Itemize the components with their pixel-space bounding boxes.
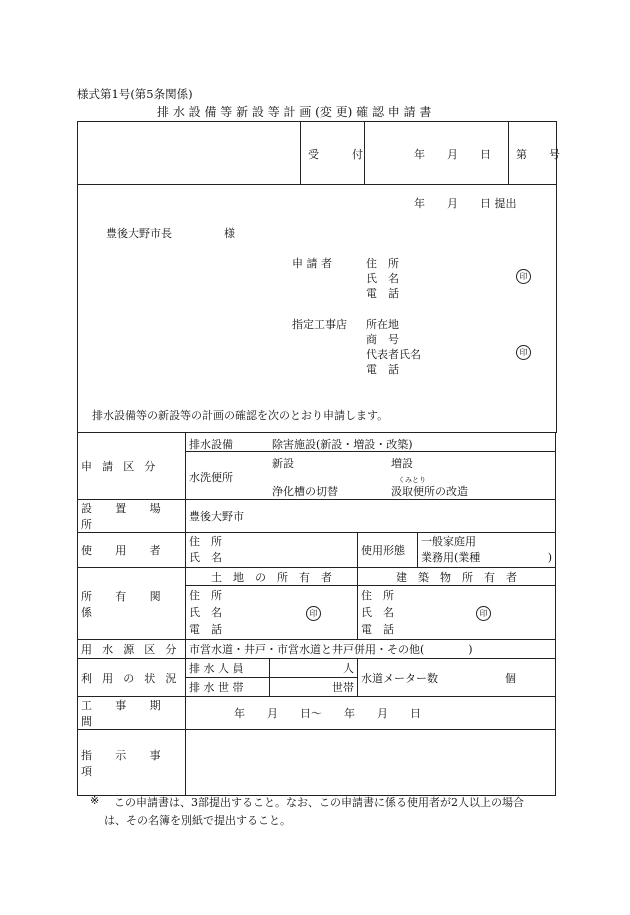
reception-box	[77, 121, 560, 185]
submission-date: 年 月 日 提出	[414, 197, 517, 210]
applicant-phone: 電 話	[366, 287, 399, 300]
construction-period-value: 年 月 日〜 年 月 日	[186, 697, 556, 730]
kumitori-ruby: くみとり	[398, 476, 426, 484]
building-owner-phone: 電 話	[361, 623, 394, 636]
location-row	[78, 500, 556, 533]
seal-icon: 印	[516, 269, 531, 284]
expand-option: 増設	[391, 457, 413, 470]
usage-type-label: 使用形態	[358, 533, 418, 568]
contractor-phone: 電 話	[366, 363, 399, 376]
building-owner-address: 住 所	[361, 589, 394, 602]
building-owner-name: 氏 名	[361, 606, 394, 619]
business-option: 業務用(業種 )	[421, 551, 552, 564]
drain-persons-unit: 人	[270, 659, 358, 678]
usage-type-cell	[418, 533, 556, 568]
application-details-table	[77, 432, 556, 796]
location-label: 設 置 場 所	[78, 500, 186, 533]
land-owner-address: 住 所	[189, 589, 222, 602]
construction-period-label: 工 事 期 間	[78, 697, 186, 730]
usage-status-label: 利 用 の 状 況	[78, 659, 186, 697]
applicant-seal	[516, 269, 531, 284]
user-row	[78, 533, 556, 568]
new-option: 新設	[272, 457, 294, 470]
addressee-suffix: 様	[224, 227, 235, 240]
seal-icon: 印	[306, 606, 321, 621]
building-owner-cell	[358, 586, 556, 640]
construction-period-row	[78, 697, 556, 730]
usage-status-row-1	[78, 659, 556, 678]
drainage-options: 除害施設(新設・増設・改築)	[272, 438, 413, 451]
contractor-trade-name: 商 号	[366, 333, 399, 346]
applicant-label: 申 請 者	[292, 257, 332, 270]
user-address: 住 所	[189, 535, 222, 548]
location-value: 豊後大野市	[186, 500, 556, 533]
contractor-location: 所在地	[366, 318, 399, 331]
household-option: 一般家庭用	[421, 535, 476, 548]
seal-icon: 印	[516, 345, 531, 360]
applicant-address: 住 所	[366, 257, 399, 270]
instructions-cell	[186, 730, 556, 796]
land-owner-name: 氏 名	[189, 606, 222, 619]
user-name: 氏 名	[189, 551, 222, 564]
form-number: 様式第1号(第5条関係)	[77, 87, 193, 101]
form-title: 排 水 設 備 等 新 設 等 計 画 (変 更) 確 認 申 請 書	[157, 105, 432, 119]
note-line-2: は、その名簿を別紙で提出すること。	[104, 814, 291, 827]
contractor-seal	[516, 345, 531, 360]
flush-toilet-label: 水洗便所	[189, 471, 233, 484]
note-mark: ※	[90, 794, 100, 807]
addressee: 豊後大野市長	[106, 227, 172, 240]
drainage-label: 排水設備	[189, 438, 233, 451]
land-owner-header: 土 地 の 所 有 者	[186, 568, 358, 586]
applicant-name: 氏 名	[366, 272, 399, 285]
kumitori-option: 汲取便所の改造	[391, 485, 468, 498]
instructions-label: 指 示 事 項	[78, 730, 186, 796]
building-owner-header: 建 築 物 所 有 者	[358, 568, 556, 586]
instructions-row	[78, 730, 556, 796]
application-type-row	[78, 433, 556, 500]
user-label: 使 用 者	[78, 533, 186, 568]
application-type-cell	[186, 433, 556, 500]
ownership-label: 所 有 関 係	[78, 568, 186, 640]
land-owner-cell	[186, 586, 358, 640]
reception-number: 第 号	[516, 148, 560, 161]
ownership-header-row	[78, 568, 556, 586]
application-statement: 排水設備等の新設等の計画の確認を次のとおり申請します。	[92, 409, 389, 422]
contractor-label: 指定工事店	[292, 318, 347, 331]
seal-icon: 印	[476, 606, 491, 621]
land-owner-phone: 電 話	[189, 623, 222, 636]
application-type-label: 申 請 区 分	[78, 433, 186, 500]
drain-households-label: 排 水 世 帯	[186, 678, 270, 697]
water-source-value: 市営水道・井戸・市営水道と井戸併用・その他( )	[186, 640, 556, 659]
user-cell	[186, 533, 358, 568]
reception-date: 年 月 日	[414, 148, 491, 161]
note-line-1: この申請書は、3部提出すること。なお、この申請書に係る使用者が2人以上の場合	[114, 796, 524, 809]
application-box	[77, 183, 557, 433]
water-source-label: 用 水 源 区 分	[78, 640, 186, 659]
drain-households-unit: 世帯	[270, 678, 358, 697]
drain-persons-label: 排 水 人 員	[186, 659, 270, 678]
water-source-row	[78, 640, 556, 659]
contractor-representative: 代表者氏名	[366, 348, 421, 361]
reception-label: 受 付	[308, 148, 363, 161]
septic-switch-option: 浄化槽の切替	[272, 485, 338, 498]
water-meter-cell: 水道メーター数 個	[358, 659, 556, 697]
